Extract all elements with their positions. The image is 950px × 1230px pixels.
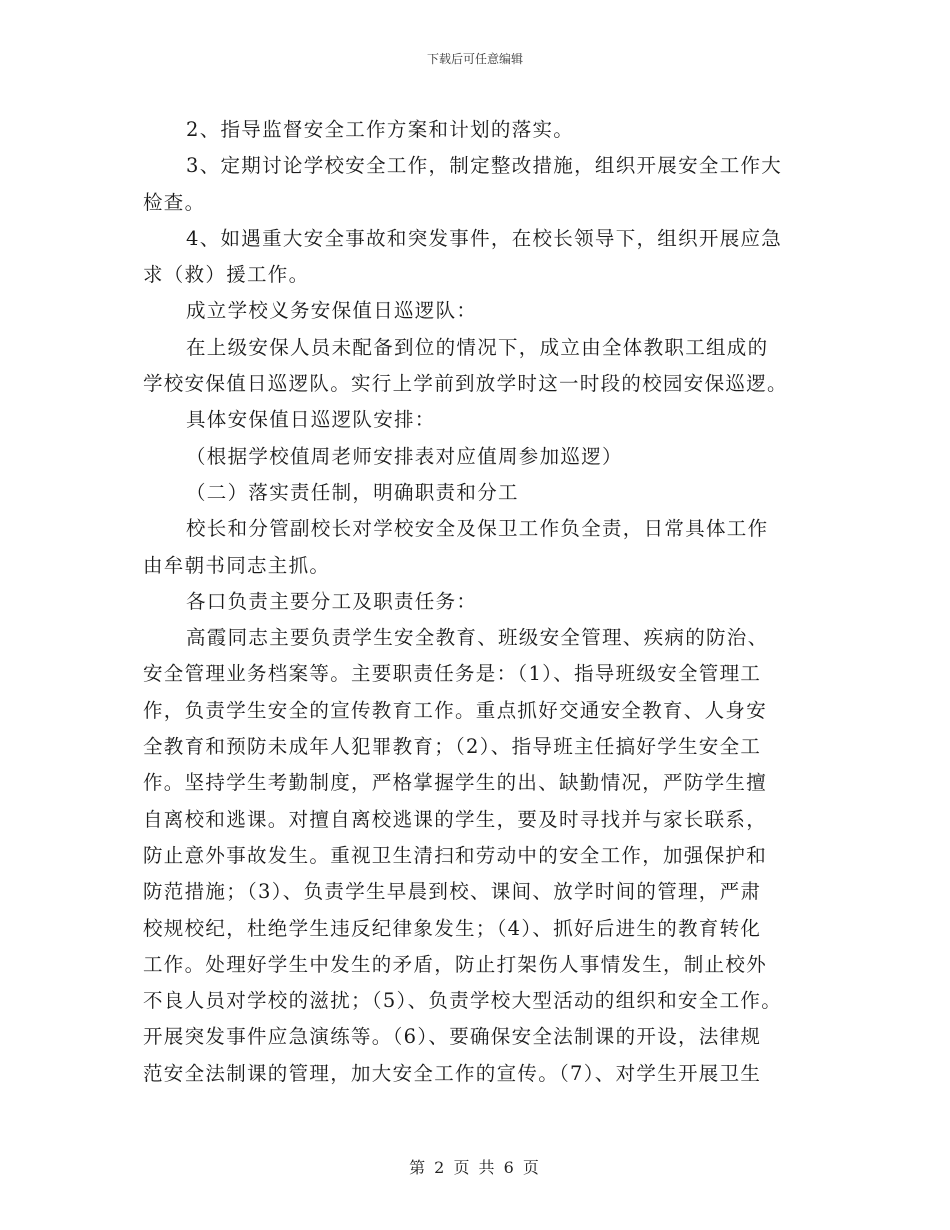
text-line: 学校安保值日巡逻队。实行上学前到放学时这一时段的校园安保巡逻。 <box>143 372 788 396</box>
text-line: 范安全法制课的管理，加大安全工作的宣传。（7）、对学生开展卫生 <box>143 1061 762 1085</box>
text-line: 检查。 <box>143 190 206 214</box>
text-line: 4、如遇重大安全事故和突发事件，在校长领导下，组织开展应急 <box>186 226 783 250</box>
text-line: 作，负责学生安全的宣传教育工作。重点抓好交通安全教育、人身安 <box>143 698 768 722</box>
text-line: （二）落实责任制，明确职责和分工 <box>186 480 519 504</box>
text-line: 自离校和逃课。对擅自离校逃课的学生，要及时寻找并与家长联系， <box>143 807 768 831</box>
text-line: 2、指导监督安全工作方案和计划的落实。 <box>186 118 575 141</box>
text-line: 成立学校义务安保值日巡逻队： <box>186 299 478 323</box>
text-line: 作。坚持学生考勤制度，严格掌握学生的出、缺勤情况，严防学生擅 <box>143 771 768 795</box>
text-line: 校长和分管副校长对学校安全及保卫工作负全责，日常具体工作 <box>186 517 769 541</box>
text-line: （根据学校值周老师安排表对应值周参加巡逻） <box>186 444 623 468</box>
text-line: 不良人员对学校的滋扰；（5）、负责学校大型活动的组织和安全工作。 <box>143 989 783 1013</box>
text-line: 求（救）援工作。 <box>143 263 310 287</box>
text-line: 校规校纪，杜绝学生违反纪律象发生；（4）、抓好后进生的教育转化 <box>143 916 762 940</box>
text-line: 各口负责主要分工及职责任务： <box>186 589 478 613</box>
text-line: 具体安保值日巡逻队安排： <box>186 408 436 432</box>
text-line: 安全管理业务档案等。主要职责任务是：（1）、指导班级安全管理工 <box>143 662 762 686</box>
text-line: 在上级安保人员未配备到位的情况下，成立由全体教职工组成的 <box>186 335 769 359</box>
text-line: 工作。处理好学生中发生的矛盾，防止打架伤人事情发生，制止校外 <box>143 952 768 976</box>
text-line: 全教育和预防未成年人犯罪教育；（2）、指导班主任搞好学生安全工 <box>143 735 762 759</box>
page-footer: 第 2 页 共 6 页 <box>409 1158 541 1177</box>
text-line: 防止意外事故发生。重视卫生清扫和劳动中的安全工作，加强保护和 <box>143 843 768 867</box>
page-header: 下载后可任意编辑 <box>426 52 523 66</box>
text-line: 高霞同志主要负责学生安全教育、班级安全管理、疾病的防治、 <box>186 626 769 650</box>
text-line: 防范措施；（3）、负责学生早晨到校、课间、放学时间的管理，严肃 <box>143 880 762 904</box>
text-line: 开展突发事件应急演练等。（6）、要确保安全法制课的开设，法律规 <box>143 1025 762 1049</box>
document-body <box>143 112 818 1092</box>
text-line: 由牟朝书同志主抓。 <box>143 553 331 577</box>
text-line: 3、定期讨论学校安全工作，制定整改措施，组织开展安全工作大 <box>186 154 783 178</box>
